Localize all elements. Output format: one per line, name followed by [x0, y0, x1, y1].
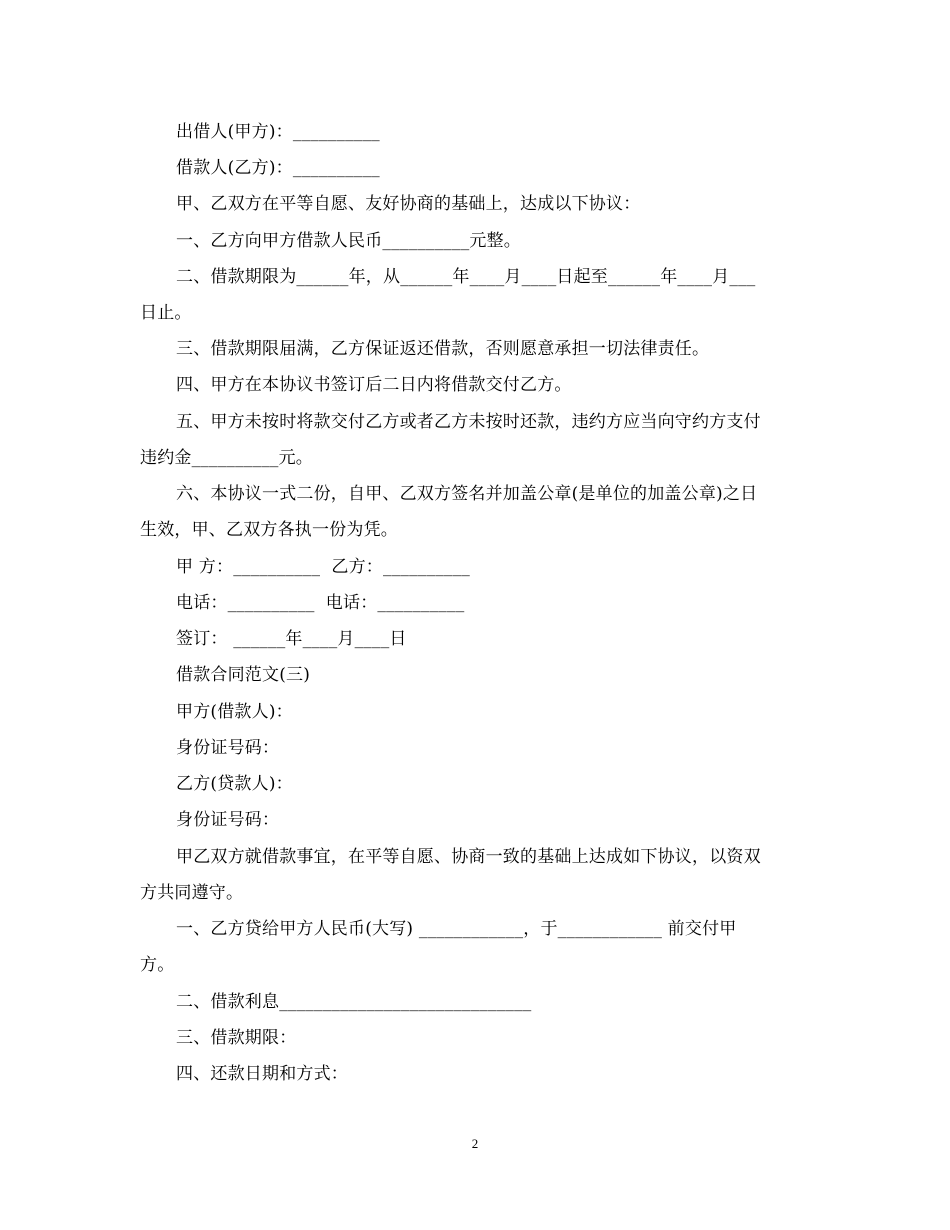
clause-1: 一、乙方向甲方借款人民币__________元整。 [176, 231, 521, 251]
loan-clause-4: 四、还款日期和方式： [176, 1064, 348, 1084]
loan-clause-3: 三、借款期限： [176, 1028, 297, 1048]
agreement-preamble-line-1: 甲乙双方就借款事宜，在平等自愿、协商一致的基础上达成如下协议，以资双 [176, 847, 761, 867]
clause-5-line-1: 五、甲方未按时将款交付乙方或者乙方未按时还款，违约方应当向守约方支付 [176, 412, 761, 432]
loan-clause-1-line-1: 一、乙方贷给甲方人民币(大写) ____________，于____________ 前交付甲 [176, 919, 737, 939]
party-a-id-line: 身份证号码： [176, 738, 280, 758]
loan-clause-1-line-2: 方。 [140, 955, 175, 975]
party-b-line: 乙方(贷款人)： [176, 774, 293, 794]
agreement-intro: 甲、乙双方在平等自愿、友好协商的基础上，达成以下协议： [176, 194, 641, 214]
phone-line: 电话：__________ 电话：__________ [176, 593, 465, 613]
signing-date-line: 签订： ______年____月____日 [176, 629, 407, 649]
loan-clause-2: 二、借款利息_____________________________ [176, 992, 532, 1012]
section-title: 借款合同范文(三) [176, 665, 311, 685]
clause-2-line-2: 日止。 [140, 303, 192, 323]
borrower-line: 借款人(乙方)：__________ [176, 158, 380, 178]
clause-4: 四、甲方在本协议书签订后二日内将借款交付乙方。 [176, 375, 572, 395]
party-b-id-line: 身份证号码： [176, 810, 280, 830]
agreement-preamble-line-2: 方共同遵守。 [140, 883, 244, 903]
lender-line: 出借人(甲方)：__________ [176, 122, 380, 142]
clause-6-line-2: 生效，甲、乙双方各执一份为凭。 [140, 520, 398, 540]
page-number: 2 [471, 1136, 479, 1151]
party-a-line: 甲方(借款人)： [176, 702, 293, 722]
clause-5-line-2: 违约金__________元。 [140, 448, 313, 468]
clause-6-line-1: 六、本协议一式二份，自甲、乙双方签名并加盖公章(是单位的加盖公章)之日 [176, 484, 758, 504]
clause-2-line-1: 二、借款期限为______年，从______年____月____日起至______年____月___ [176, 267, 756, 287]
clause-3: 三、借款期限届满，乙方保证返还借款，否则愿意承担一切法律责任。 [176, 339, 710, 359]
signature-parties-line: 甲 方：__________ 乙方：__________ [176, 557, 471, 577]
